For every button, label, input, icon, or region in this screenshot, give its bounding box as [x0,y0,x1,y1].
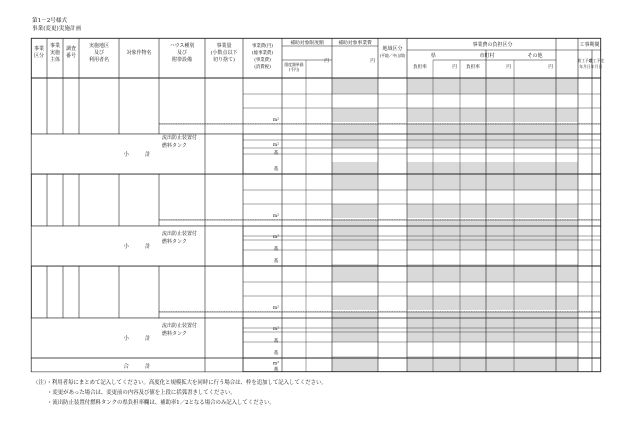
header-gendo-tanka-line-2: (千円) [288,67,300,72]
header-end-line-1: 竣工予定 [588,58,605,63]
header-hojo-gendo: 補助対象限度額 [290,41,324,46]
shaded-input-cell [556,124,578,134]
shaded-input-cell [486,328,514,342]
shaded-input-cell [486,134,514,148]
header-house-line-1: ハウス種別 [169,43,195,49]
header-jisshi-chiku-line-2: 及び [93,50,105,56]
notes [33,378,327,408]
shaded-input-cell [556,174,578,190]
shaded-input-cell [486,220,514,236]
shaded-input-cell [332,204,378,218]
shaded-input-cell [460,204,486,218]
shaded-input-cell [407,162,433,174]
shaded-input-cell [407,124,433,134]
header-gendo-tanka-line-1: 限度額単価 [284,62,304,67]
shaded-input-cell [407,204,433,218]
header-other: その他 [527,53,543,59]
header-start-line-1: 着工予定 [577,58,593,63]
form-number: 第1－2号様式 [32,18,68,24]
shaded-input-cell [332,236,378,250]
shaded-input-cell [460,134,486,148]
shaded-input-cell [332,134,378,148]
tank-label-2-line-1: 流出防止装置付 [162,231,198,237]
shaded-input-cell [332,312,378,328]
tank-label-3-line-2: 燃料タンク [162,331,187,337]
shaded-input-cell [486,296,514,310]
header-jisshi-chiku-line-3: 利用者名 [88,57,110,63]
note-3: ・流出防止装置付燃料タンクの県負担率欄は、補助率1／2となる場合のみ記入してください。 [47,400,275,406]
shaded-input-cell [433,124,460,134]
shaded-input-cell [514,236,556,250]
shaded-input-cell [460,174,486,190]
header-prefecture: 県 [430,53,437,59]
shaded-input-cell [407,312,433,328]
unit-m2-1: m² [272,118,280,123]
header-house-line-2: 及び [176,50,188,56]
shaded-input-cell [332,108,378,122]
shaded-input-cell [433,108,460,122]
shaded-input-cell [556,108,578,122]
header-jigyohi-line-1: 事業費(円) [252,44,273,49]
shaded-input-cell [556,266,578,282]
plan-table-grid [31,38,605,373]
shaded-input-cell [556,162,578,174]
shaded-input-cell [332,220,378,236]
unit-yen-ken: 円 [452,65,457,70]
header-start-line-2: 年月日 [579,64,591,69]
unit-yen-jigyohi: 円 [370,59,375,64]
plan-table [31,38,605,373]
shaded-input-cell [433,220,460,236]
shaded-input-cell [514,108,556,122]
shaded-input-cell [407,108,433,122]
shaded-input-cell [514,266,556,282]
unit-ki-1: 基 [273,151,279,156]
shaded-input-cell [514,134,556,148]
tank-label-1-line-2: 燃料タンク [162,143,187,149]
shaded-input-cell [407,328,433,342]
shaded-input-cell [556,236,578,250]
tank-label-1-line-1: 流出防止装置付 [162,135,198,141]
note-1: （注）・利用者毎にまとめて記入してください。高度化と規模拡大を同時に行う場合は、枠を追加して記入してください。 [33,380,327,386]
header-chiiki-sub: (平地／中山間) [379,53,406,58]
shaded-input-cell [407,134,433,148]
shaded-input-cell [556,328,578,342]
header-jisshi-chiku-line-1: 実施地区 [88,43,110,49]
shaded-input-cell [460,328,486,342]
header-jigyohi-line-2: (総事業費) [252,51,273,56]
header-period: 工事期間 [579,42,600,48]
subtotal-label-3: 小 計 [123,336,151,342]
header-chosa-bango-line-2: 番号 [65,53,77,59]
shaded-input-cell [407,236,433,250]
shaded-input-cell [460,220,486,236]
shaded-input-cell [486,358,514,372]
unit-ki-sub-3: 基 [273,351,279,356]
shaded-input-cell [514,174,556,190]
tank-label-2-line-2: 燃料タンク [162,239,187,245]
shaded-input-cell [460,236,486,250]
header-sakumotsu: 対象作物名 [126,50,152,56]
note-2: ・変更があった場合は、変更前の内容及び値を上段に括弧書きしてください。 [47,390,236,396]
unit-m2-sub-1: m² [272,143,280,148]
subtotal-label-1: 小 計 [123,152,151,158]
header-hojo-jigyohi: 補助対象事業費 [338,41,372,46]
shaded-input-cell [433,162,460,174]
unit-ki-total: 基 [273,367,279,373]
shaded-input-cell [433,236,460,250]
shaded-input-cell [460,124,486,134]
header-shutai-line-1: 事業 [49,43,61,49]
shaded-input-cell [433,296,460,310]
unit-ki-2: 基 [273,247,279,252]
shaded-input-cell [407,358,433,372]
shaded-input-cell [433,358,460,372]
shaded-input-cell [332,266,378,282]
unit-m2-sub-2: m² [272,235,280,240]
shaded-input-cell [486,108,514,122]
shaded-input-cell [486,174,514,190]
shaded-input-cell [514,124,556,134]
shaded-input-cell [407,220,433,236]
header-jigyoryo-line-3: 切り捨て) [213,57,235,63]
shaded-input-cell [407,296,433,310]
shaded-input-cell [556,220,578,236]
shaded-input-cell [332,174,378,190]
shaded-input-cell [486,162,514,174]
shaded-input-cell [460,108,486,122]
shaded-input-cell [556,358,578,372]
shaded-input-cell [514,312,556,328]
shaded-input-cell [514,328,556,342]
shaded-input-cell [514,220,556,236]
shaded-input-cell [514,358,556,372]
unit-m2-sub-3: m² [272,327,280,332]
header-house-line-3: 附帯設備 [171,57,193,63]
header-futan-ritsu-city: 負担率 [466,65,480,70]
header-chosa-bango-line-1: 調査 [65,46,77,52]
shaded-input-cell [332,162,378,174]
unit-yen-gendo: 円 [324,59,329,64]
shaded-input-cell [460,266,486,282]
shaded-input-cell [332,124,378,134]
form-title: 事業(変更)実施計画 [32,26,82,32]
header-jigyo-kubun-line-1: 事業 [33,46,45,52]
shaded-input-cell [486,236,514,250]
unit-m2-total: m² [272,361,280,367]
shaded-input-cell [556,134,578,148]
shaded-input-cell [433,328,460,342]
unit-ki-3: 基 [273,339,279,344]
header-futan: 事業費の負担区分 [472,42,513,48]
shaded-input-cell [433,174,460,190]
shaded-input-cell [407,266,433,282]
header-jigyoryo-line-2: (小数点以下 [210,50,238,56]
shaded-input-cell [332,328,378,342]
header-chiiki: 地域区分 [382,46,403,52]
shaded-input-cell [486,204,514,218]
shaded-input-cell [556,312,578,328]
shaded-input-cell [460,358,486,372]
shaded-input-cell [433,266,460,282]
header-end-line-2: 年月日 [590,64,603,69]
shaded-input-cell [433,204,460,218]
shaded-input-cell [556,78,578,94]
shaded-input-cell [514,78,556,94]
header-jigyohi-line-3: (事業費) [254,58,271,63]
unit-ki-sub-2: 基 [273,259,279,264]
unit-yen-city: 円 [506,65,511,70]
unit-ki-sub-1: 基 [273,167,279,172]
shaded-input-cell [486,312,514,328]
shaded-input-cell [433,134,460,148]
shaded-input-cell [433,312,460,328]
shaded-input-cell [460,78,486,94]
header-municipality: 市町村 [479,53,495,59]
header-futan-ritsu-ken: 負担率 [413,65,427,70]
shaded-input-cell [514,204,556,218]
shaded-input-cell [486,78,514,94]
shaded-input-cell [514,296,556,310]
shaded-input-cell [556,296,578,310]
header-shutai-line-2: 実施 [49,50,61,56]
shaded-input-cell [407,174,433,190]
shaded-input-cell [407,78,433,94]
shaded-input-cell [486,266,514,282]
shaded-input-cell [460,296,486,310]
shaded-input-cell [514,162,556,174]
shaded-input-cell [486,124,514,134]
unit-m2-3: m² [272,306,280,311]
shaded-input-cell [460,162,486,174]
unit-m2-2: m² [272,214,280,219]
header-jigyoryo-line-1: 事業量 [216,43,232,49]
header-jigyohi-line-4: (消費税) [254,65,271,70]
shaded-input-cell [332,296,378,310]
total-label: 合 計 [123,364,151,370]
shaded-input-cell [433,78,460,94]
subtotal-label-2: 小 計 [123,244,151,250]
tank-label-3-line-1: 流出防止装置付 [162,323,198,329]
shaded-input-cell [460,312,486,328]
header-jigyo-kubun-line-2: 区分 [33,53,45,59]
shaded-input-cell [332,78,378,94]
header-shutai-line-3: 主体 [49,57,61,63]
shaded-input-cell [556,204,578,218]
shaded-input-cell [332,358,378,372]
unit-yen-other: 円 [548,65,553,70]
